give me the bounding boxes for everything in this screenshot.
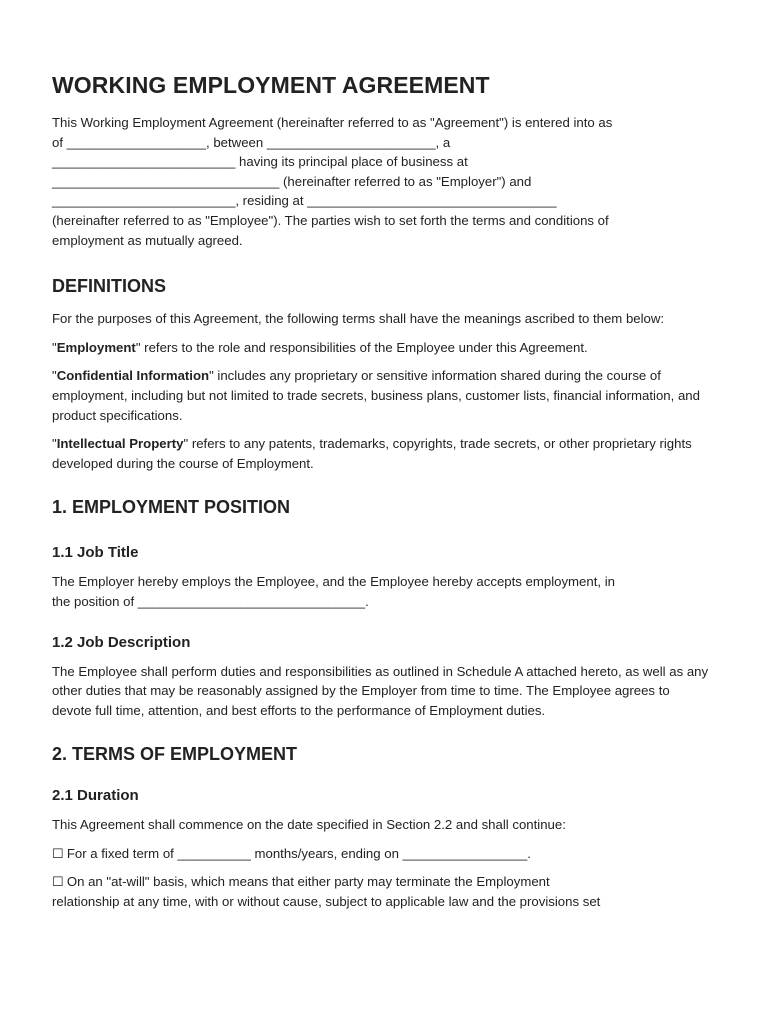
intro-paragraph: [52, 113, 718, 250]
definitions-lead: For the purposes of this Agreement, the following terms shall have the meanings ascribed to them below:: [52, 311, 665, 327]
intro-line: _______________________________ (hereinafter referred to as "Employer") and: [52, 173, 532, 189]
intro-line: _________________________, residing at __________________________________: [52, 193, 557, 209]
option-text: On an "at-will" basis, which means that either party may terminate the Employment: [66, 874, 550, 890]
intro-line: This Working Employment Agreement (hereinafter referred to as "Agreement") is entered into as: [52, 115, 613, 130]
job-title-line: the position of _______________________________.: [52, 593, 369, 609]
checkbox-icon[interactable]: ☐: [52, 874, 64, 890]
job-title-line: The Employer hereby employs the Employee, and the Employee hereby accepts employment, in: [52, 574, 615, 590]
document-title: WORKING EMPLOYMENT AGREEMENT: [52, 72, 490, 98]
job-description-text: The Employee shall perform duties and responsibilities as outlined in Schedule A attached hereto, as well as any other duties that may be reasonably assigned by the Employer from time to time. The Employee agrees to devote full time, attention, and best efforts to the performance of Employment duties.: [52, 663, 709, 718]
duration-heading: 2.1 Duration: [52, 787, 139, 805]
duration-lead: This Agreement shall commence on the date specified in Section 2.2 and shall continue:: [52, 817, 566, 833]
section-2-heading: 2. TERMS OF EMPLOYMENT: [52, 744, 298, 765]
intro-line: employment as mutually agreed.: [52, 232, 243, 248]
definition-term: Confidential Information: [56, 368, 210, 384]
option-text: For a fixed term of __________ months/years, ending on _________________.: [66, 845, 531, 861]
definition-term: Intellectual Property: [56, 436, 184, 452]
section-1-heading: 1. EMPLOYMENT POSITION: [52, 497, 291, 518]
intro-line: _________________________ having its principal place of business at: [52, 154, 468, 170]
job-title-heading: 1.1 Job Title: [52, 544, 139, 562]
duration-option-at-will: [52, 872, 718, 892]
duration-option-fixed-term: [52, 844, 718, 864]
definition-text: " refers to the role and responsibilities of the Employee under this Agreement.: [135, 339, 588, 355]
definition-employment: [52, 338, 718, 358]
definition-text: " refers to any patents, trademarks, copyrights, trade secrets, or other proprietary rights developed during the course of Employment.: [52, 436, 692, 471]
definition-term: Employment: [56, 339, 136, 355]
intro-line: (hereinafter referred to as "Employee"). The parties wish to set forth the terms and conditions of: [52, 212, 609, 228]
definition-intellectual-property: [52, 434, 692, 473]
checkbox-icon[interactable]: ☐: [52, 845, 64, 861]
open-quote: ": [52, 368, 57, 384]
definition-confidential: [52, 366, 712, 425]
duration-option-at-will-continued: relationship at any time, with or without cause, subject to applicable law and the provisions set: [52, 894, 601, 910]
definition-text: " includes any proprietary or sensitive information shared during the course of employment, including but not limited to trade secrets, business plans, customer lists, financial information, and product specifications.: [52, 368, 700, 423]
open-quote: ": [52, 339, 57, 355]
job-description-heading: 1.2 Job Description: [52, 633, 191, 651]
definitions-heading: DEFINITIONS: [52, 276, 167, 297]
open-quote: ": [52, 436, 57, 452]
intro-line: of ___________________, between _______________________, a: [52, 134, 451, 150]
